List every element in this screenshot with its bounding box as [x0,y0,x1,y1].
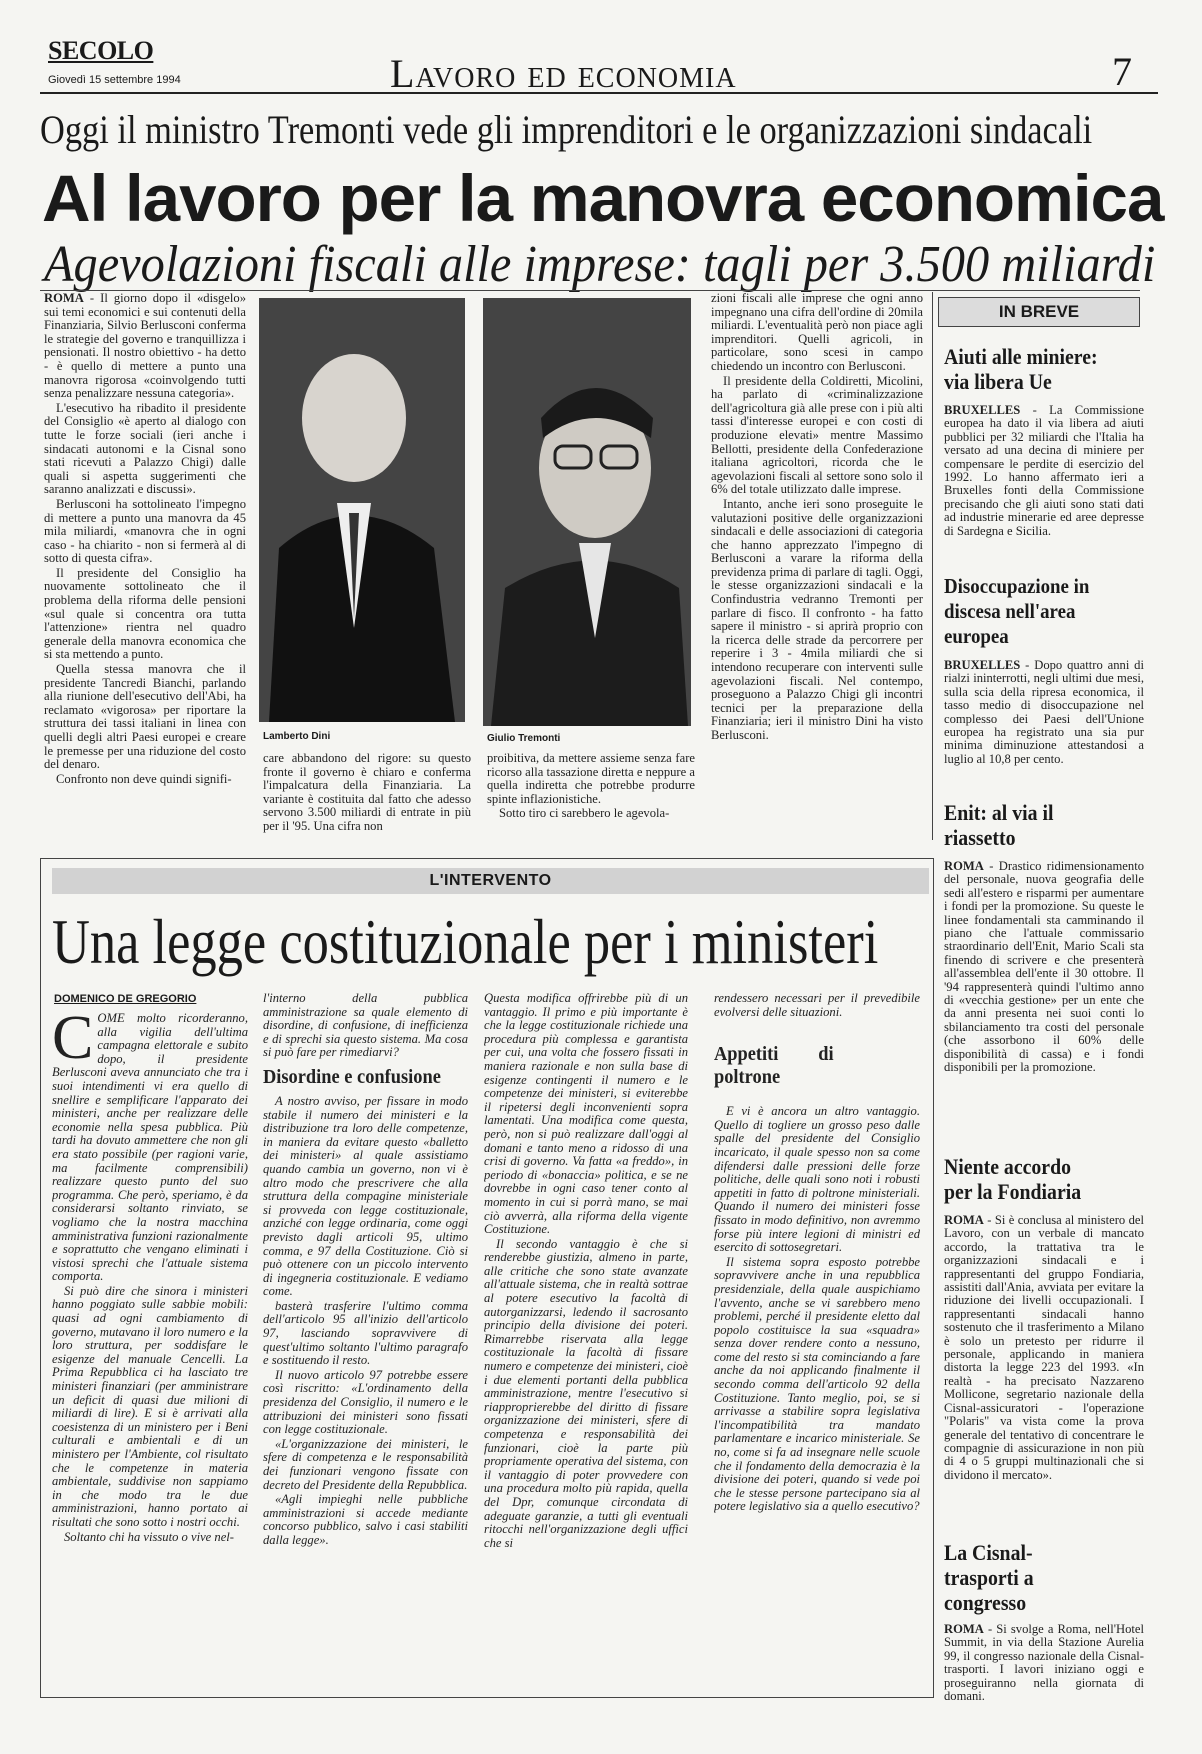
page-number: 7 [1112,49,1132,94]
photo-giulio-tremonti [483,298,691,726]
article-column-3: proibitiva, da mettere assieme senza fare ricorso alla tassazione diretta e neppure a quella indiretta che potrebbe produrre spinte inflazionistiche. Sotto tiro ci sarebbero le agevola- [487,752,695,821]
intervento-title: Una legge costituzionale per i ministeri [52,906,879,977]
brief-item [944,800,1144,1160]
brief-text: ROMA - Drastico ridimensionamento del personale, nuova geografia delle sedi all'estero e risparmi per aumentare i fondi per la promozione. Su queste le linee fondamentali sta camminando il piano che l'attuale commissario straordinario dell'Enit, Mario Scali sta finendo di scrivere e che presenterà all'assemblea dell'ente il 30 ottobre. Il '94 rappresenterà quindi l'ultimo anno di «vecchia gestione» per un ente che da anni presenta nei suoi conti lo sbilanciamento tra costi del personale (che assorbono il 60% delle disponibilità di cassa) e i fondi disponibili per la promozione. [944,860,1144,1075]
subheading-disordine: Disordine e confusione [263,1065,441,1088]
article-subhead: Agevolazioni fiscali alle imprese: tagli per 3.500 miliardi [44,236,1156,293]
in-breve-label: IN BREVE [938,297,1140,327]
brief-text: ROMA - Si svolge a Roma, nell'Hotel Summit, in via della Stazione Aurelia 99, il congresso nazionale della Cisnal-trasporti. I lavori iniziano oggi e proseguiranno nella giornata di domani. [944,1623,1144,1704]
brief-text: ROMA - Si è conclusa al ministero del Lavoro, con un verbale di mancato accordo, la trattativa tra le organizzazioni sindacali e i rappresentanti del gruppo Fondiaria, assistiti dall'Ania, avviata per evitare la riduzione dei livelli occupazionali. I rappresentanti sindacali hanno sostenuto che il trasferimento a Milano è solo un pretesto per ridurre il personale, applicando in maniera distorta la legge 223 del 1993. «In realtà - ha precisato Nazzareno Mollicone, segretario nazionale della Cisnal-assicuratori - l'operazione "Polaris" va vista come la prova generale del tentativo di concentrare le compagnie di assicurazione in non più di 4 o 5 gruppi multinazionali che si dividono il mercato». [944,1214,1144,1482]
brief-item [944,574,1144,795]
brief-title: Enit: al via il riassetto [944,800,1054,850]
brief-title: Disoccupazione in discesa nell'area europea [944,574,1090,648]
intervento-author: DOMENICO DE GREGORIO [54,993,197,1005]
article-kicker: Oggi il ministro Tremonti vede gli imprenditori e le organizzazioni sindacali [40,107,1093,152]
masthead-rule [40,92,1158,94]
brief-text: BRUXELLES - Dopo quattro anni di rialzi ininterrotti, negli ultimi due mesi, sulla scia della ripresa economica, il tasso medio di disoccupazione nel complesso dei Paesi dell'Unione europea ha registrato una sia pur minima diminuzione attestandosi a luglio al 10,8 per cento. [944,659,1144,766]
headline-rule [40,290,1140,291]
issue-date: Giovedì 15 settembre 1994 [48,74,181,86]
intervento-label: L'INTERVENTO [52,868,929,894]
photo-caption-tremonti: Giulio Tremonti [487,733,561,744]
brief-title: Aiuti alle miniere: via libera Ue [944,344,1098,394]
intervento-column-1: COME molto ricorderanno, alla vigilia dell'ultima campagna elettorale e subito dopo, il presidente Berlusconi aveva annunciato che tra i suoi intendimenti vi era quello di snellire e semplificare l'apparato dei ministeri, anche per realizzare delle economie nella spesa pubblica. Più tardi ha dovuto ammettere che non gli era stato possibile (per ragioni varie, ma facilmente comprensibili) realizzare questo punto del suo programma. Che però, speriamo, è da considerarsi soltanto rinviato, se vogliamo che la nostra macchina amministrativa funzioni razionalmente e soprattutto che vengano eliminati i vistosi sprechi che l'attuale sistema comporta. Si può dire che sinora i ministeri hanno poggiato sulle sabbie mobili: quasi ad ogni cambiamento di governo, mutavano il loro numero e la loro struttura, per soddisfare le esigenze del manuale Cencelli. La Prima Repubblica ci ha lasciato tre ministeri finanziari (per amministrare un deficit di quasi due milioni di miliardi di lire). E si è arrivati alla coesistenza di un ministero per i Beni culturali e ambientali e di un ministero per l'Ambiente, col risultato che le competenze in materia ambientale, suddivise non sappiamo in che modo tra le due amministrazioni, hanno portato ai risultati che sono sotto i nostri occhi. Soltanto chi ha vissuto o vive nel- [52,1012,248,1544]
photo-caption-dini: Lamberto Dini [263,731,331,742]
drop-cap: C [52,1012,94,1072]
brief-item [944,1540,1144,1743]
sidebar-divider [932,292,933,840]
section-title: Lavoro ed economia [390,51,737,96]
intervento-column-4: rendessero necessari per il prevedibile evolversi delle situazioni. Appetiti di poltrone E vi è ancora un altro vantaggio. Quello di togliere un grosso peso dalle spalle del presidente del Consiglio incaricato, il quale spesso non sa come difendersi dalle pressioni delle forze politiche, delle quali sono noti i robusti appetiti in fatto di poltrone ministeriali. Quando il numero dei ministeri fosse fissato in modo definitivo, non avremmo forse più intere legioni di ministri ed esercito di sottosegretari. Il sistema sopra esposto potrebbe sopravvivere anche in una repubblica presidenziale, della quale auspichiamo l'avvento, anche se vi sarebbero meno problemi, perché il presidente eletto dal popolo costituisce la sua «squadra» senza dover rendere conto a nessuno, come del resto si sta cominciando a fare anche da noi applicando finalmente il secondo comma dell'articolo 92 della Costituzione. Tanto meglio, poi, se si arrivasse a stabilire sopra legislativa l'incompatibilità tra mandato parlamentare e incarico ministeriale. Se no, come si fa ad insegnare nelle scuole che il fondamento della democrazia è la divisione dei poteri, quando si vede poi che le stesse persone partecipano sia al potere legislativo sia a quello esecutivo? [714,992,920,1514]
photo-lamberto-dini [259,298,465,722]
article-column-2: care abbandono del rigore: su questo fronte il governo è chiaro e conferma l'impalcatura della Finanziaria. La variante è costituita dal fatto che adesso servono 3.500 miliardi di entrate in più per il '95. Una cifra non [263,752,471,833]
brief-text: BRUXELLES - La Commissione europea ha dato il via libera ad aiuti pubblici per 32 miliardi che l'Italia ha versato ad una decina di miniere per compensare le perdite di esercizio del 1992. Lo hanno affermato ieri a Bruxelles fonti della Commissione precisando che gli aiuti sono stati dati ad industrie minerarie ed aree depresse di Sardegna e Sicilia. [944,404,1144,538]
article-headline: Al lavoro per la manovra economica [42,161,1164,235]
intervento-column-3: Questa modifica offrirebbe più di un vantaggio. Il primo e più importante è che la legge costituzionale richiede una procedura più complessa e garantista per cui, una volta che fossero fissati in maniera razionale e non sulla base di esigenze contingenti il numero e le competenze dei ministeri, si eviterebbe il ripetersi degli inconvenienti sopra lamentati. Una modifica come questa, però, non si può realizzare dall'oggi al domani e tanto meno a ridosso di una crisi di governo. Va fatta «a freddo», in periodo di «bonaccia» politica, e se ne dovrebbe in ogni caso tener conto al momento in cui si porrà mano, se mai ciò avverrà, alla riforma della vigente Costituzione. Il secondo vantaggio è che si renderebbe giustizia, almeno in parte, alle critiche che sono state avanzate all'attuale sistema, che in realtà sottrae al potere esecutivo la facoltà di autorganizzarsi, ledendo il sacrosanto principio della divisione dei poteri. Rimarrebbe riservata alla legge costituzionale la facoltà di fissare numero e competenze dei ministeri, cioè i due elementi portanti della pubblica amministrazione, mentre l'esecutivo si riapproprierebbe del diritto di fissare organizzazione dei ministeri, sfere di competenza e responsabilità dei funzionari, cioè la parte più propriamente operativa del sistema, con il vantaggio di poter provvedere con una procedura molto più rapida, quella del Dpr, comunque circondata di adeguate garanzie, a tutti gli eventuali ritocchi nell'organizzazione degli uffici che si [484,992,688,1550]
brief-item [944,1154,1144,1560]
brief-item [944,344,1144,564]
intervento-column-2: l'interno della pubblica amministrazione sa quale elemento di disordine, di confusione, di inefficienza e di sprechi sia questo sistema. Ma cosa si può fare per rimediarvi? Disordine e confusione A nostro avviso, per fissare in modo stabile il numero dei ministeri e la distribuzione tra loro delle competenze, in maniera da evitare questo «balletto dei ministeri» al quale assistiamo quando cambia un governo, non vi è altro modo che prescrivere che alla struttura della compagine ministeriale si provveda con legge costituzionale, anziché con legge ordinaria, come oggi previsto dagli articoli 95, ultimo comma, e 97 della Costituzione. Ciò si può ottenere con un piccolo intervento di ingegneria costituzionale. E vediamo come. basterà trasferire l'ultimo comma dell'articolo 95 all'inizio dell'articolo 97, lasciando sopravvivere di quest'ultimo soltanto l'ultimo paragrafo e sostituendo il resto. Il nuovo articolo 97 potrebbe essere così riscritto: «L'ordinamento della presidenza del Consiglio, il numero e le attribuzioni dei ministeri sono fissati con legge costituzionale. «L'organizzazione dei ministeri, le sfere di competenza e le responsabilità dei funzionari vengono fissate con decreto del Presidente della Repubblica. «Agli impieghi nelle pubbliche amministrazioni si accede mediante concorso pubblico, salvo i casi stabiliti dalla legge». [263,992,468,1547]
brief-title: Niente accordo per la Fondiaria [944,1154,1082,1204]
article-column-4: zioni fiscali alle imprese che ogni anno impegnano una cifra dell'ordine di 20mila miliardi. L'eventualità però non piace agli imprenditori. Quelli agricoli, in particolare, sono scesi in campo chiedendo un incontro con Berlusconi. Il presidente della Coldiretti, Micolini, ha parlato di «criminalizzazione dell'agricoltura già alle prese con i più alti tassi d'interesse europei e con costi di produzione elevati» mentre Massimo Bellotti, presidente della Confederazione italiana agricoltori, ricorda che le agevolazioni fiscali al settore sono solo il 6% del totale utilizzato dalle imprese. Intanto, anche ieri sono proseguite le valutazioni positive delle organizzazioni sindacali e delle associazioni di categoria che hanno apprezzato l'impegno di Berlusconi a varare la riforma della previdenza prima di parlare di tagli. Oggi, le stesse organizzazioni sindacali e la Confindustria vedranno Tremonti per parlare di fisco. Il confronto - ha fatto sapere il ministro - si aprirà proprio con la ricerca delle strade da percorrere per reperire i 3 - 4mila miliardi che si intendono recuperare con interventi sulle agevolazioni fiscali. Nel contempo, proseguono a Palazzo Chigi gli incontri tecnici per la preparazione della Finanziaria; ieri il ministro Dini ha visto Berlusconi. [711,292,923,742]
newspaper-masthead: SECOLO [48,36,154,65]
article-column-1: ROMA - Il giorno dopo il «disgelo» sui temi economici e sui contenuti della Finanziaria, Silvio Berlusconi conferma le strategie del governo e tranquillizza i pensionati. Il nostro obiettivo - ha detto - è quello di mettere a punto una manovra rigorosa «coinvolgendo tutti senza penalizzare nessuna categoria». L'esecutivo ha ribadito il presidente del Consiglio «è aperto al dialogo con tutte le forze sociali (ieri anche i sindacati autonomi e la Cisnal sono stati ricevuti a Palazzo Chigi) dalle quali si aspetta suggerimenti che saranno analizzati e discussi». Berlusconi ha sottolineato l'impegno di mettere a punto una manovra da 45 mila miliardi, «manovra che in ogni caso - ha chiarito - non si fermerà al di sotto di questa cifra». Il presidente del Consiglio ha nuovamente sottolineato che il problema della riforma delle pensioni «sul quale si concentra ora tutta l'attenzione» rientra nel quadro generale della manovra economica che si sta mettendo a punto. Quella stessa manovra che il presidente Tancredi Bianchi, parlando alla riunione dell'esecutivo dell'Abi, ha reclamato «vigorosa» per riportare la struttura dei tassi italiani in linea con quelli degli altri Paesi europei e creare le premesse per una riduzione del costo del denaro. Confronto non deve quindi signifi- [44,292,246,786]
subheading-appetiti: Appetiti di poltrone [714,1043,834,1089]
brief-title: La Cisnal-trasporti a congresso [944,1540,1034,1615]
